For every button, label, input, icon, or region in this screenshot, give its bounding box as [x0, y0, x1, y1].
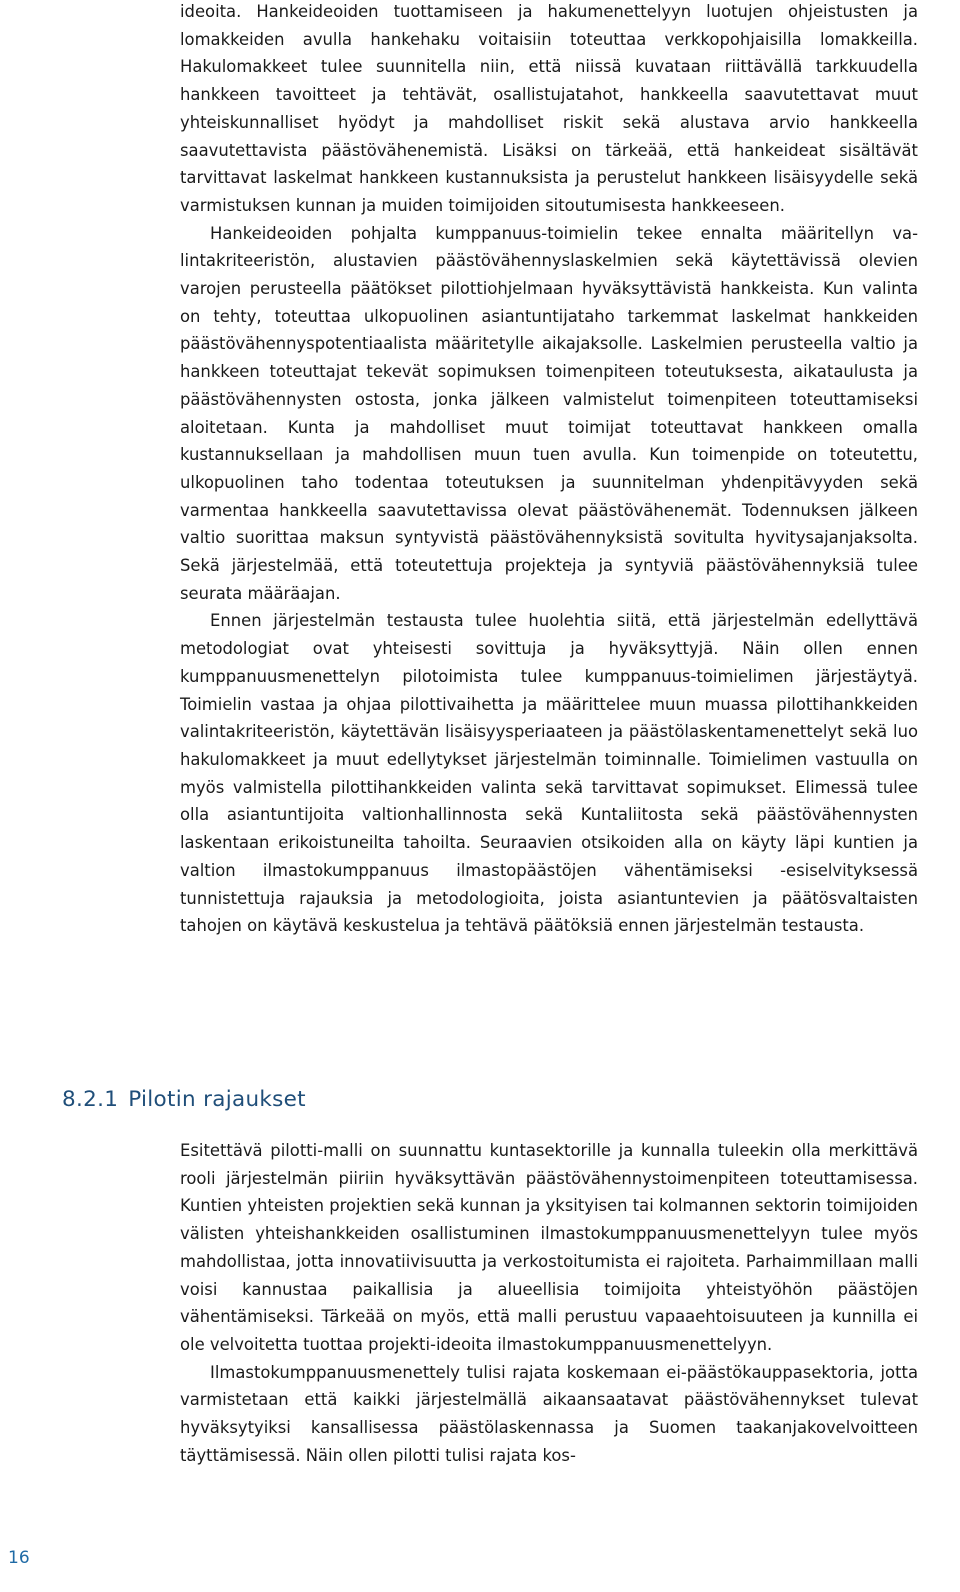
- section-title: Pilotin rajaukset: [128, 1087, 306, 1112]
- body-text-top: [180, 0, 918, 940]
- paragraph: Esitettävä pilotti-malli on suunnattu kuntasektorille ja kunnalla tuleekin olla merkittävä rooli järjestelmän piiriin hyväksyttävän päästövähennystoimenpiteen toteuttamisessa. Kuntien yhteisten projektien sekä kunnan ja yksityisen tai kolmannen sektorin toimijoiden välisten yhteishankkeiden osallistuminen ilmastokumppanuusmenettelyyn tulee myös mahdollistaa, jotta innovatiivisuutta ja verkostoitumista ei rajoiteta. Parhaimmillaan malli voisi kannustaa paikallisia ja alueellisia toimijoita yhteistyöhön päästöjen vähentämiseksi. Tärkeää on myös, että malli perustuu vapaaehtoisuuteen ja kunnilla ei ole velvoitetta tuottaa projekti-ideoita ilmastokumppanuusmenettelyyn.: [180, 1141, 918, 1354]
- paragraph: Hankeideoiden pohjalta kumppanuus-toimielin tekee ennalta määritellyn valintakriteeristön, alustavien päästövähennyslaskelmien sekä käytettävissä olevien varojen perusteella päätökset pilottiohjelmaan hyväksyttävistä hankkeista. Kun valinta on tehty, toteuttaa ulkopuolinen asiantuntijataho tarkemmat laskelmat hankkeiden päästövähennyspotentiaalista määritetylle aikajaksolle. Laskelmien perusteella valtio ja hankkeen toteuttajat tekevät sopimuksen toimenpiteen toteutuksesta, aikataulusta ja päästövähennysten ostosta, jonka jälkeen valmistelut toimenpiteen toteuttamiseksi aloitetaan. Kunta ja mahdolliset muut toimijat toteuttavat hankkeen omalla kustannuksellaan ja mahdollisen muun tuen avulla. Kun toimenpide on toteutettu, ulkopuolinen taho todentaa toteutuksen ja suunnitelman yhdenpitävyyden sekä varmentaa hankkeella saavutettavissa olevat päästövähenemät. Todennuksen jälkeen valtio suorittaa maksun syntyvistä päästövähennyksistä sovitulta hyvitysajanjaksolta. Sekä järjestelmää, että toteutettuja projekteja ja syntyviä päästövähennyksiä tulee seurata määräajan.: [180, 223, 918, 603]
- paragraph: Ennen järjestelmän testausta tulee huolehtia siitä, että järjestelmän edellyttävä metodologiat ovat yhteisesti sovittuja ja hyväksyttyjä. Näin ollen ennen kumppanuusmenettelyn pilotoimista tulee kumppanuus-toimielimen järjestäytyä. Toimielin vastaa ja ohjaa pilottivaihetta ja määrittelee muun muassa pilottihankkeiden valintakriteeristön, käytettävän lisäisyysperiaateen ja päästölaskentamenettelyt sekä luo hakulomakkeet ja muut edellytykset järjestelmän toiminnalle. Toimielimen vastuulla on myös valmistella pilottihankkeiden valinta sekä tarvittavat sopimukset. Elimessä tulee olla asiantuntijoita valtionhallinnosta sekä Kuntaliitosta sekä päästövähennysten laskentaan erikoistuneilta tahoilta. Seuraavien otsikoiden alla on käyty läpi kuntien ja valtion ilmastokumppanuus ilmastopäästöjen vähentämiseksi -esiselvityksessä tunnistettuja rajauksia ja metodologioita, joista asiantuntevien ja päätösvaltaisten tahojen on käytävä keskustelua ja tehtävä päätöksiä ennen järjestelmän testausta.: [180, 611, 918, 936]
- paragraph-continuation: ideoita. Hankeideoiden tuottamiseen ja hakumenettelyyn luotujen ohjeistusten ja lomakkeiden avulla hankehaku voitaisiin toteuttaa verkkopohjaisilla lomakkeilla. Hakulomakkeet tulee suunnitella niin, että niissä kuvataan riittävällä tarkkuudella hankkeen tavoitteet ja tehtävät, osallistujatahot, hankkeella saavutettavat muut yhteiskunnalliset hyödyt ja mahdolliset riskit sekä alustava arvio hankkeella saavutettavista päästövähenemistä. Lisäksi on tärkeää, että hankeideat sisältävät tarvittavat laskelmat hankkeen kustannuksista ja perustelut hankkeen lisäisyydelle sekä varmistuksen kunnan ja muiden toimijoiden sitoutumisesta hankkeeseen.: [180, 2, 918, 215]
- body-text-bottom: [180, 1137, 918, 1469]
- paragraph: Ilmastokumppanuusmenettely tulisi rajata koskemaan ei-päästökauppasektoria, jotta varmistetaan että kaikki järjestelmällä aikaansaatavat päästövähennykset tulevat hyväksytyiksi kansallisessa päästölaskennassa ja Suomen taakanjakovelvoitteen täyttämisessä. Näin ollen pilotti tulisi rajata kos-: [180, 1362, 918, 1465]
- section-heading: [62, 1087, 306, 1112]
- section-number: 8.2.1: [62, 1087, 119, 1112]
- page-number: 16: [8, 1548, 30, 1568]
